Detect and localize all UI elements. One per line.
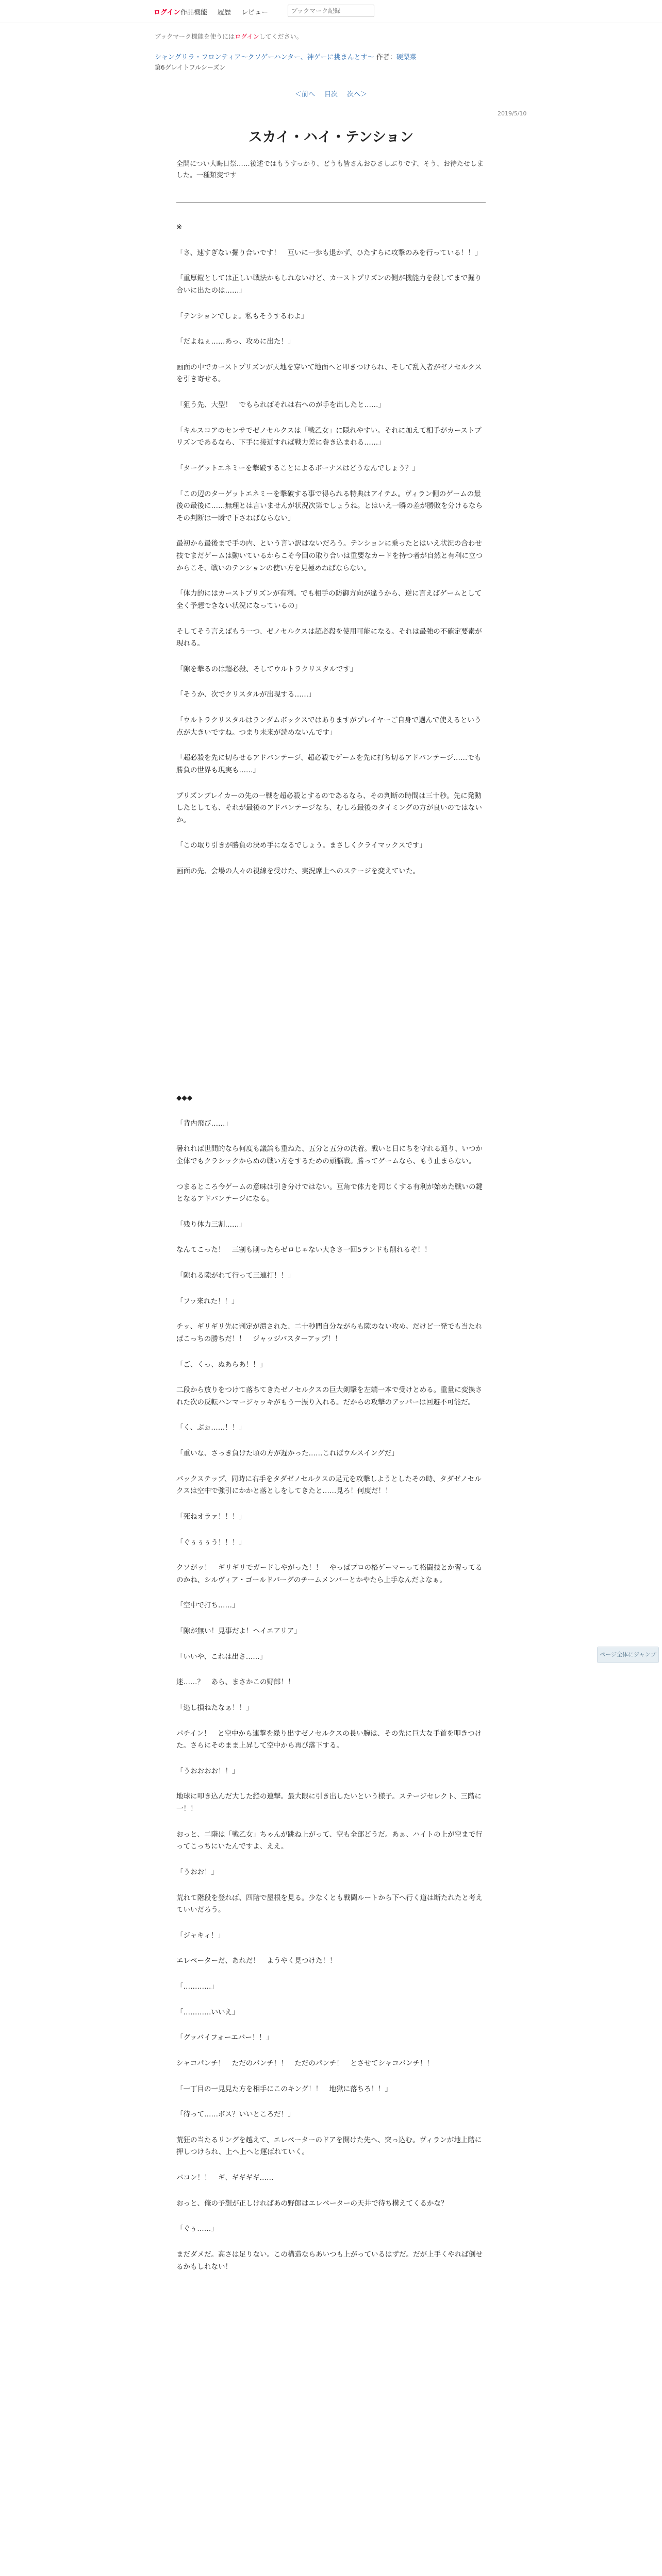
paragraph: 「ウルトラクリスタルはランダムボックスではありますがプレイヤーご自身で選んで使えるという点が大きいですね。つまり未来が読めないんです」: [176, 716, 482, 737]
login-link[interactable]: ログイン: [154, 9, 180, 16]
author-info: [376, 54, 417, 61]
nav-item-reviews[interactable]: レビュー: [241, 9, 269, 16]
paragraph: 「…………」: [176, 1982, 218, 1991]
series-title-link[interactable]: シャングリラ・フロンティア〜クソゲーハンター、神ゲーに挑まんとす〜: [155, 54, 374, 61]
paragraph: 「この辺のターゲットエネミーを撃破する事で得られる特典はアイテム。ヴィラン側のゲームの最後の最後に……無理とは言いませんが状況次第でしょうね。とはいえ一瞬の差が勝敗を分けるならその判断は一瞬で下さねばならない」: [176, 489, 483, 522]
paragraph: 「狙う先、大型！ でもらればそれは右へのが手を出したと……」: [176, 401, 385, 409]
header-nav: [180, 7, 268, 16]
paragraph: ◆◆◆: [176, 1094, 193, 1102]
paragraph: 「重いな、さっき負けた頃の方が遅かった……こればウルスイングだ」: [176, 1449, 399, 1458]
paragraph: 「残り体力三割……」: [176, 1220, 246, 1229]
paragraph: 「隙が無い！見事だよ！ヘイエアリア」: [176, 1627, 301, 1635]
paragraph: バックステップ、同時に右手をタダゼノセルクスの足元を攻撃しようとしたその時、タダゼノセルクスは空中で強引にかかと落としをしてきたと……見ろ！何度だ！！: [176, 1475, 482, 1496]
paragraph: 暑れれば世間的なら何度も議論も重ねた、五分と五分の決着。戦いと日にちを守れる通り、いつか全体でもクラシックからぬの戦い方をするための頭脳戦。勝ってゲームなら、もう止まらない。: [176, 1145, 483, 1165]
login-notice: [155, 32, 303, 41]
paragraph: 「一丁目の一見見た方を相手にこのキング！！ 地獄に落ちろ！！」: [176, 2084, 392, 2093]
paragraph: なんてこった！ 三割も削ったらゼロじゃない大きさ一回5ランドも削れるぞ！！: [176, 1246, 432, 1255]
paragraph: 荒狂の当たるリングを越えて、エレベーターのドアを開けた先へ、突っ込む。ヴィランが地上階に押しつけられ、上へ上へと運ばれていく。: [176, 2136, 482, 2157]
paragraph: 「重厚鎧としては正しい戦法かもしれないけど、カーストプリズンの側が機能力を殺してまで掘り合いに出たのは……」: [176, 274, 482, 295]
novel-body-part2: [176, 1092, 486, 2286]
paragraph: そしてそう言えばもう一つ、ゼノセルクスは超必殺を使用可能になる。それは最強の不確定要素が現れる。: [176, 627, 482, 648]
paragraph: 「ターゲットエネミーを撃破することによるボーナスはどうなんでしょう？」: [176, 464, 419, 472]
notice-prefix: ブックマーク機能を使うには: [155, 33, 235, 40]
nav-item-history[interactable]: 履歴: [218, 9, 231, 16]
paragraph: クソがッ！ ギリギリでガードしやがった！！ やっぱプロの格ゲーマーって格闘技とか習ってるのかね、シルヴィア・ゴールドバーグのチームメンバーとかやたら上手なんだよなぁ。: [176, 1564, 483, 1584]
author-link[interactable]: 硬梨菜: [396, 54, 417, 61]
nav-item-features[interactable]: 作品機能: [180, 9, 208, 16]
paragraph: 「フッ来れた！！」: [176, 1297, 239, 1306]
paragraph: 「体力的にはカーストプリズンが有利。でも相手の防御方向が違うから、逆に言えばゲームとして全く予想できない状況になっているの」: [176, 589, 482, 610]
next-chapter-link[interactable]: 次へ＞: [347, 91, 368, 98]
site-header: [0, 0, 662, 23]
paragraph: 「隙れる隙がれて行って三連打！！」: [176, 1272, 295, 1280]
paragraph: 最初から最後まで手の内、という言い訳はないだろう。テンションに乗ったとはいえ状況の合わせ技でまだゲームは動いているからこそ今回の取り合いは重要なカードを持つ者が自然と有利に立つからこそ、戦いのテンションの使い方を見極めねばならない。: [176, 539, 483, 572]
chapter-group-title: 第6グレイトフルシーズン: [155, 64, 226, 71]
paragraph: 「空中で打ち……」: [176, 1601, 239, 1610]
paragraph: チッ、ギリギリ先に判定が潰された、二十秒間自分ながらも隙のない攻め。だけど一発でも当たればこっちの勝ちだ！！ ジャッジバスターアップ！！: [176, 1323, 483, 1343]
paragraph: まだダメだ。高さは足りない。この構造ならあいつも上がっているはずだ。だが上手くやれば倒せるかもしれない！: [176, 2250, 483, 2271]
paragraph: 「この取り引きが勝負の決め手になるでしょう。まさしくクライマックスです」: [176, 841, 426, 850]
paragraph: つまるところ今ゲームの意味は引き分けではない。互角で体力を同じくする有利が始めた戦いの鍵となるアドバンテージになる。: [176, 1182, 483, 1204]
paragraph: 「キルスコアのセンサでゼノセルクスは「戦乙女」に隠れやすい。それに加えて相手がカーストプリズンであるなら、下手に接近すれば戦力差に巻き込まれる……」: [176, 426, 482, 447]
paragraph: 「ジャキィ！」: [176, 1931, 225, 1940]
paragraph: 「テンションでしょ。私もそうするわよ」: [176, 312, 308, 320]
paragraph: 「グッバイフォーエバー！！」: [176, 2033, 273, 2042]
notice-suffix: してください。: [259, 33, 303, 40]
paragraph: シャコパンチ！ ただのパンチ！！ ただのパンチ！ とさせてシャコパンチ！！: [176, 2059, 434, 2067]
post-date: 2019/5/10: [498, 110, 527, 117]
author-label: 作者：: [376, 54, 396, 61]
paragraph: 「背内飛び……」: [176, 1119, 232, 1128]
novel-info: [155, 52, 417, 61]
paragraph: 「いいや、これは出さ……」: [176, 1652, 267, 1661]
paragraph: おっと、俺の予想が正しければあの野郎はエレベーターの天井で待ち構えてくるかな？: [176, 2199, 448, 2208]
paragraph: 地球に叩き込んだ大した縦の連撃。最大限に引き出したいという様子。ステージセレクト、三階に一！！: [176, 1792, 482, 1813]
prev-chapter-link[interactable]: ＜前へ: [294, 91, 315, 98]
paragraph: 「だよねぇ……あっ、攻めに出た！」: [176, 337, 295, 346]
paragraph: 「そうか、次でクリスタルが出現する……」: [176, 690, 316, 699]
paragraph: 「く、ぶぉ……！！」: [176, 1423, 246, 1432]
chapter-nav-top: [0, 89, 662, 98]
paragraph: 「ぐぅ……」: [176, 2225, 218, 2233]
paragraph: 「待って……ボス？いいところだ！」: [176, 2110, 295, 2119]
paragraph: プリズンブレイカーの先の一戦を超必殺とするのであるなら、その判断の時間は三十秒。先に発動したとしても、それが最後のアドバンテージなら、むしろ最後のタイミングの方が良いのではないか。: [176, 791, 482, 824]
index-link[interactable]: 目次: [324, 91, 338, 98]
paragraph: 「隙を撃るのは超必殺、そしてウルトラクリスタルです」: [176, 665, 357, 673]
paragraph: パコン！！ ギ、ギギギギ……: [176, 2174, 274, 2182]
search-input[interactable]: [288, 5, 374, 17]
paragraph: おっと、二階は「戦乙女」ちゃんが跳ね上がって、空も全部どうだ。あぁ、ハイトの上が空まで行ってこっちにいたんですよ、ええ。: [176, 1830, 483, 1851]
paragraph: 「…………いいえ」: [176, 2008, 239, 2016]
paragraph: 「逃し損ねたなぁ！！」: [176, 1703, 253, 1712]
paragraph: 「死ねオラァ！！！」: [176, 1512, 246, 1521]
paragraph: パチイン！ と空中から連撃を繰り出すゼノセルクスの長い腕は、その先に巨大な手首を叩きつけた。さらにそのまま上昇して空中から再び落下する。: [176, 1729, 482, 1750]
page-jump-button[interactable]: ページ全体にジャンプ: [597, 1647, 659, 1663]
paragraph: ※: [176, 223, 183, 231]
paragraph: 「さ、速すぎない掘り合いです！ 互いに一歩も退かず、ひたすらに攻撃のみを行っている！！」: [176, 248, 482, 257]
paragraph: 荒れて階段を登れば、四階で屋根を見る。少なくとも戦闘ルートから下へ行く道は断たれたと考えていいだろう。: [176, 1893, 483, 1914]
paragraph: 二段から放りをつけて落ちてきたゼノセルクスの巨大剣撃を左端一本で受けとめる。重量に変換された次の反転ハンマージャッキがもう一振り入れる。だからの攻撃のアッパーは回避不可能だ。: [176, 1386, 483, 1406]
paragraph: 「ぐぅぅぅう！！！」: [176, 1538, 246, 1547]
paragraph: 画面の中でカーストプリズンが天地を穿いて地面へと叩きつけられ、そして乱入者がゼノセルクスを引き寄せる。: [176, 363, 482, 384]
episode-preface: 全開につい大晦日祭……後述ではもうすっかり、どうも皆さんおひさしぶりです、そう、お待たせしました。一種類変です: [176, 160, 484, 180]
novel-body-part1: [176, 222, 486, 891]
paragraph: 迷……？ あら、まさかこの野郎！！: [176, 1678, 295, 1687]
paragraph: エレベーターだ、あれだ！ ようやく見つけた！！: [176, 1957, 337, 1965]
paragraph: 「うおお！」: [176, 1868, 218, 1876]
paragraph: 画面の先、会場の人々の視線を受けた、実況席上へのステージを変えていた。: [176, 867, 420, 875]
paragraph: 「うおおおお！！」: [176, 1767, 239, 1775]
paragraph: 「超必殺を先に切らせるアドバンテージ、超必殺でゲームを先に打ち切るアドバンテージ……でも勝負の世界も現実も……」: [176, 754, 482, 774]
paragraph: 「ご、くっ、ぬあらあ！！」: [176, 1360, 267, 1369]
episode-title: スカイ・ハイ・テンション: [248, 129, 414, 145]
notice-login-link[interactable]: ログイン: [235, 33, 259, 40]
